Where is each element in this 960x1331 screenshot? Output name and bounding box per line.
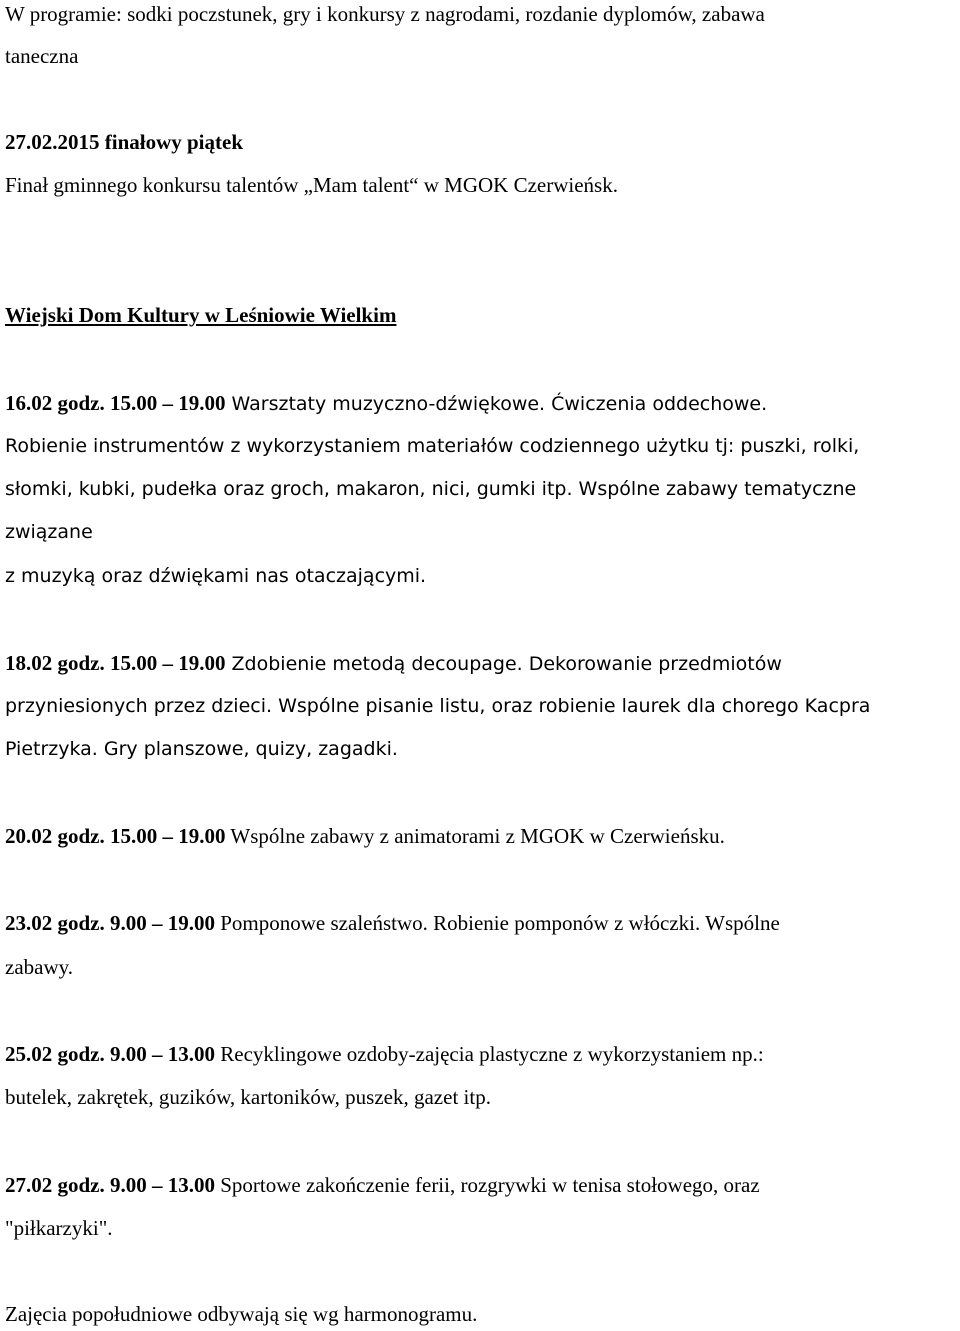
event-description: Wspólne zabawy z animatorami z MGOK w Czerwieńsku. xyxy=(225,824,725,848)
venue-title: Wiejski Dom Kultury w Leśniowie Wielkim xyxy=(5,303,397,327)
event-27-02-line-2: "piłkarzyki". xyxy=(5,1216,113,1240)
event-27-02-line-1 xyxy=(5,1171,760,1199)
event-description: Recyklingowe ozdoby-zajęcia plastyczne z wykorzystaniem np.: xyxy=(215,1042,764,1066)
event-16-02-line-4: związane xyxy=(5,521,93,543)
event-18-02-line-1 xyxy=(5,649,782,678)
intro-line-2: taneczna xyxy=(5,44,79,68)
event-description: Sportowe zakończenie ferii, rozgrywki w tenisa stołowego, oraz xyxy=(215,1173,760,1197)
event-23-02-line-2: zabawy. xyxy=(5,955,74,979)
event-date-time: 27.02 godz. 9.00 – 13.00 xyxy=(5,1173,215,1197)
event-date-time: 25.02 godz. 9.00 – 13.00 xyxy=(5,1042,215,1066)
event-date-time: 16.02 godz. 15.00 – 19.00 xyxy=(5,391,226,415)
event-description: Zdobienie metodą decoupage. Dekorowanie przedmiotów xyxy=(225,653,782,675)
finale-text: Finał gminnego konkursu talentów „Mam talent“ w MGOK Czerwieńsk. xyxy=(5,173,618,197)
event-16-02-line-1 xyxy=(5,389,767,418)
intro-line-1: W programie: sodki poczstunek, gry i konkursy z nagrodami, rozdanie dyplomów, zabawa xyxy=(5,2,765,26)
event-18-02-line-3: Pietrzyka. Gry planszowe, quizy, zagadki. xyxy=(5,738,398,760)
event-date-time: 23.02 godz. 9.00 – 19.00 xyxy=(5,911,215,935)
event-description: Warsztaty muzyczno-dźwiękowe. Ćwiczenia oddechowe. xyxy=(225,393,768,415)
event-25-02-line-1 xyxy=(5,1040,764,1068)
event-18-02-line-2: przyniesionych przez dzieci. Wspólne pisanie listu, oraz robienie laurek dla chorego Kacpra xyxy=(5,695,871,717)
event-16-02-line-2: Robienie instrumentów z wykorzystaniem materiałów codziennego użytku tj: puszki, rolki, xyxy=(5,435,860,457)
event-25-02-line-2: butelek, zakrętek, guzików, kartoników, puszek, gazet itp. xyxy=(5,1085,491,1109)
event-date-time: 20.02 godz. 15.00 – 19.00 xyxy=(5,824,226,848)
event-date-time: 18.02 godz. 15.00 – 19.00 xyxy=(5,651,226,675)
event-23-02-line-1 xyxy=(5,909,780,937)
event-16-02-line-3: słomki, kubki, pudełka oraz groch, makaron, nici, gumki itp. Wspólne zabawy tematyczne xyxy=(5,478,857,500)
footer-note: Zajęcia popołudniowe odbywają się wg harmonogramu. xyxy=(5,1302,478,1326)
finale-date: 27.02.2015 finałowy piątek xyxy=(5,130,244,154)
event-description: Pomponowe szaleństwo. Robienie pomponów z włóczki. Wspólne xyxy=(215,911,780,935)
event-20-02-line-1 xyxy=(5,822,725,850)
event-16-02-line-5: z muzyką oraz dźwiękami nas otaczającymi. xyxy=(5,565,427,587)
